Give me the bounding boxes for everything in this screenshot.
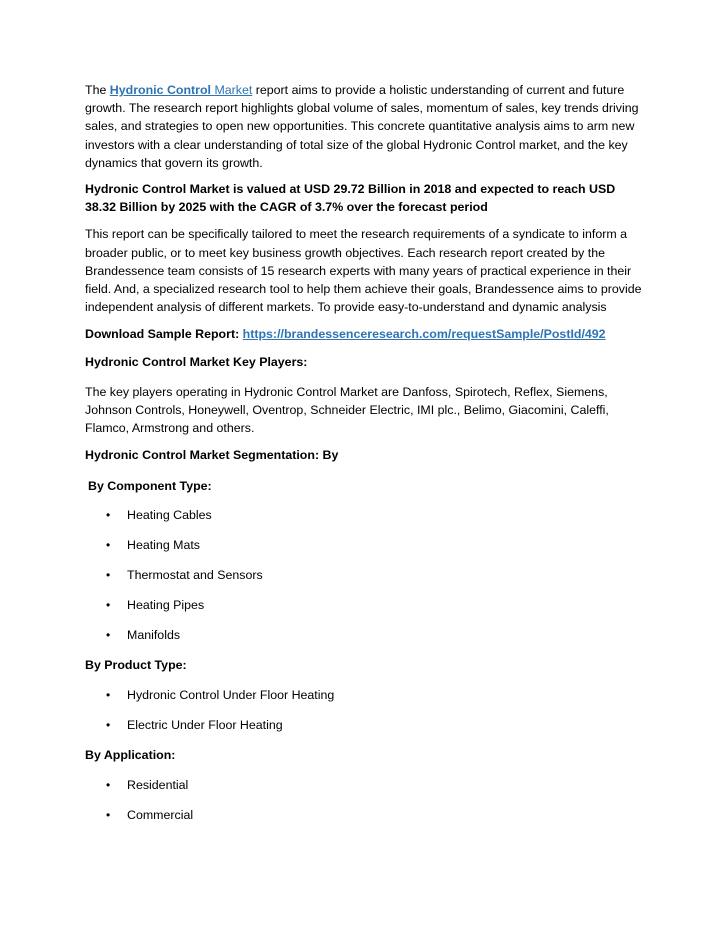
tailored-paragraph: This report can be specifically tailored to meet the research requirements of a syndicate to inform a broader public, or to meet key business growth objectives. Each research report created by the Brandessence team consists of 15 research experts with many years of practical experience in their field. And, a specialized research tool to help them achieve their goals, Brandessence aims to provide independent analysis of different markets. To provide easy-to-understand and dynamic analysis <box>85 227 642 315</box>
link-bold-text: Hydronic Control <box>109 83 211 97</box>
component-type-heading: By Component Type: <box>88 478 212 493</box>
list-item: • Commercial <box>85 806 644 824</box>
bullet-icon: • <box>106 627 111 642</box>
bullet-icon: • <box>106 778 111 793</box>
download-label: Download Sample Report: <box>85 327 243 342</box>
list-item: • Heating Pipes <box>85 596 644 614</box>
list-item: • Thermostat and Sensors <box>85 566 644 584</box>
list-item: • Hydronic Control Under Floor Heating <box>85 686 644 704</box>
list-item: • Residential <box>85 776 644 794</box>
application-heading: By Application: <box>85 748 176 763</box>
list-item: • Manifolds <box>85 626 644 644</box>
application-list <box>85 776 644 824</box>
bullet-icon: • <box>106 597 111 612</box>
bullet-icon: • <box>106 537 111 552</box>
list-item: • Heating Cables <box>85 506 644 524</box>
key-players-paragraph: The key players operating in Hydronic Control Market are Danfoss, Spirotech, Reflex, Siemens, Johnson Controls, Honeywell, Oventrop, Schneider Electric, IMI plc., Belimo, Giacomini, Caleffi, Flamco, Armstrong and others. <box>85 384 609 436</box>
bullet-icon: • <box>106 507 111 522</box>
link-normal-text: Market <box>211 83 253 97</box>
bullet-icon: • <box>106 718 111 733</box>
intro-paragraph <box>85 81 644 172</box>
intro-prefix: The <box>85 83 110 97</box>
product-type-list <box>85 686 644 734</box>
segmentation-heading: Hydronic Control Market Segmentation: By <box>85 448 339 463</box>
valuation-paragraph: Hydronic Control Market is valued at USD 29.72 Billion in 2018 and expected to reach USD 38.32 Billion by 2025 with the CAGR of 3.7% over the forecast period <box>85 182 616 215</box>
bullet-icon: • <box>106 808 111 823</box>
product-type-heading: By Product Type: <box>85 657 187 672</box>
key-players-heading: Hydronic Control Market Key Players: <box>85 354 308 369</box>
intro-suffix: report aims to provide a holistic understanding of current and future growth. The research report highlights global volume of sales, momentum of sales, key trends driving sales, and strategies to open new opportunities. This concrete quantitative analysis aims to arm new investors with a clear understanding of total size of the global Hydronic Control market, and the key dynamics that govern its growth. <box>85 83 639 170</box>
bullet-icon: • <box>106 688 111 703</box>
list-item: • Electric Under Floor Heating <box>85 716 644 734</box>
download-sample-link[interactable]: https://brandessenceresearch.com/requestSample/PostId/492 <box>242 327 606 342</box>
bullet-icon: • <box>106 567 111 582</box>
component-type-list <box>85 506 644 644</box>
list-item: • Heating Mats <box>85 536 644 554</box>
download-sample-line <box>85 325 644 343</box>
hydronic-control-market-link[interactable] <box>110 83 253 97</box>
